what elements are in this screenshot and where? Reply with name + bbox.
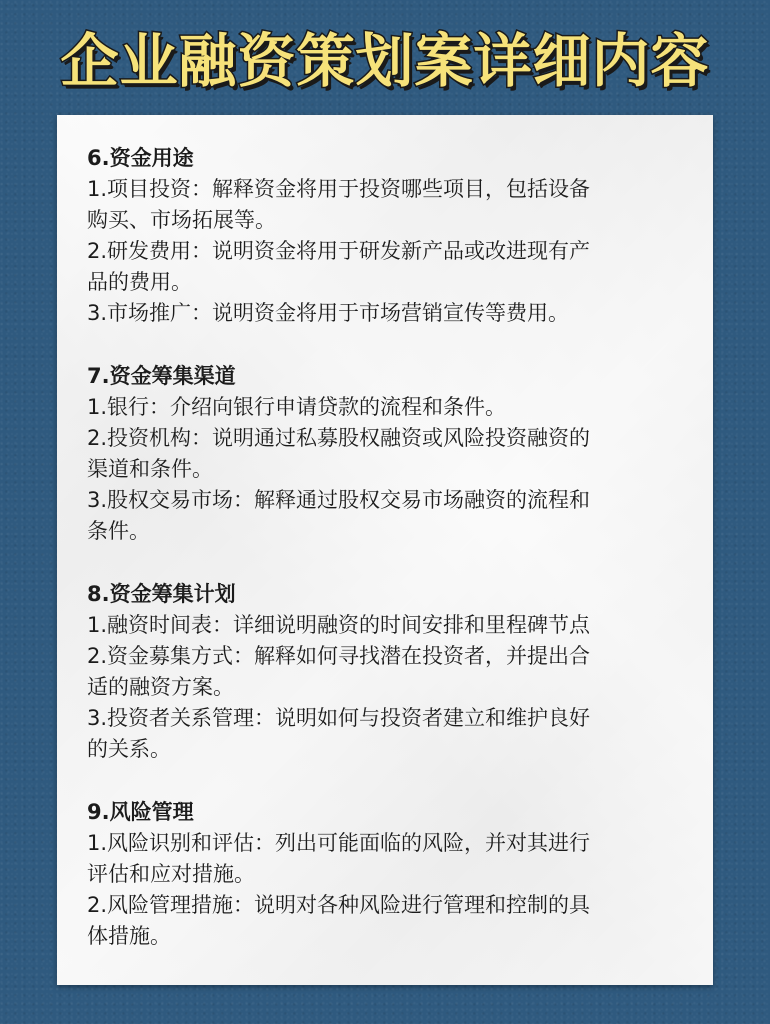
text-line: 3.市场推广：说明资金将用于市场营销宣传等费用。	[87, 301, 570, 325]
text-line: 2.资金募集方式：解释如何寻找潜在投资者，并提出合	[87, 644, 591, 668]
text-line: 条件。	[87, 519, 150, 543]
page-title: 企业融资策划案详细内容	[60, 27, 710, 95]
text-line: 渠道和条件。	[87, 457, 213, 481]
section-heading: 6.资金用途	[87, 146, 194, 170]
section-fund-usage	[87, 143, 697, 329]
text-line: 1.银行：介绍向银行申请贷款的流程和条件。	[87, 395, 507, 419]
section-funding-channels	[87, 361, 697, 547]
section-heading: 8.资金筹集计划	[87, 582, 236, 606]
text-line: 2.研发费用：说明资金将用于研发新产品或改进现有产	[87, 239, 591, 263]
text-line: 1.项目投资：解释资金将用于投资哪些项目，包括设备	[87, 177, 591, 201]
text-line: 1.融资时间表：详细说明融资的时间安排和里程碑节点	[87, 613, 591, 637]
section-heading: 9.风险管理	[87, 800, 194, 824]
document-content	[87, 143, 697, 984]
text-line: 体措施。	[87, 924, 171, 948]
text-line: 2.风险管理措施：说明对各种风险进行管理和控制的具	[87, 893, 591, 917]
text-line: 品的费用。	[87, 270, 192, 294]
section-heading: 7.资金筹集渠道	[87, 364, 236, 388]
text-line: 的关系。	[87, 737, 171, 761]
section-funding-plan	[87, 579, 697, 765]
text-line: 2.投资机构：说明通过私募股权融资或风险投资融资的	[87, 426, 591, 450]
section-risk-management	[87, 797, 697, 952]
text-line: 3.投资者关系管理：说明如何与投资者建立和维护良好	[87, 706, 591, 730]
text-line: 适的融资方案。	[87, 675, 234, 699]
paper-card	[57, 115, 713, 985]
text-line: 评估和应对措施。	[87, 862, 255, 886]
text-line: 1.风险识别和评估：列出可能面临的风险，并对其进行	[87, 831, 591, 855]
text-line: 购买、市场拓展等。	[87, 208, 276, 232]
text-line: 3.股权交易市场：解释通过股权交易市场融资的流程和	[87, 488, 591, 512]
